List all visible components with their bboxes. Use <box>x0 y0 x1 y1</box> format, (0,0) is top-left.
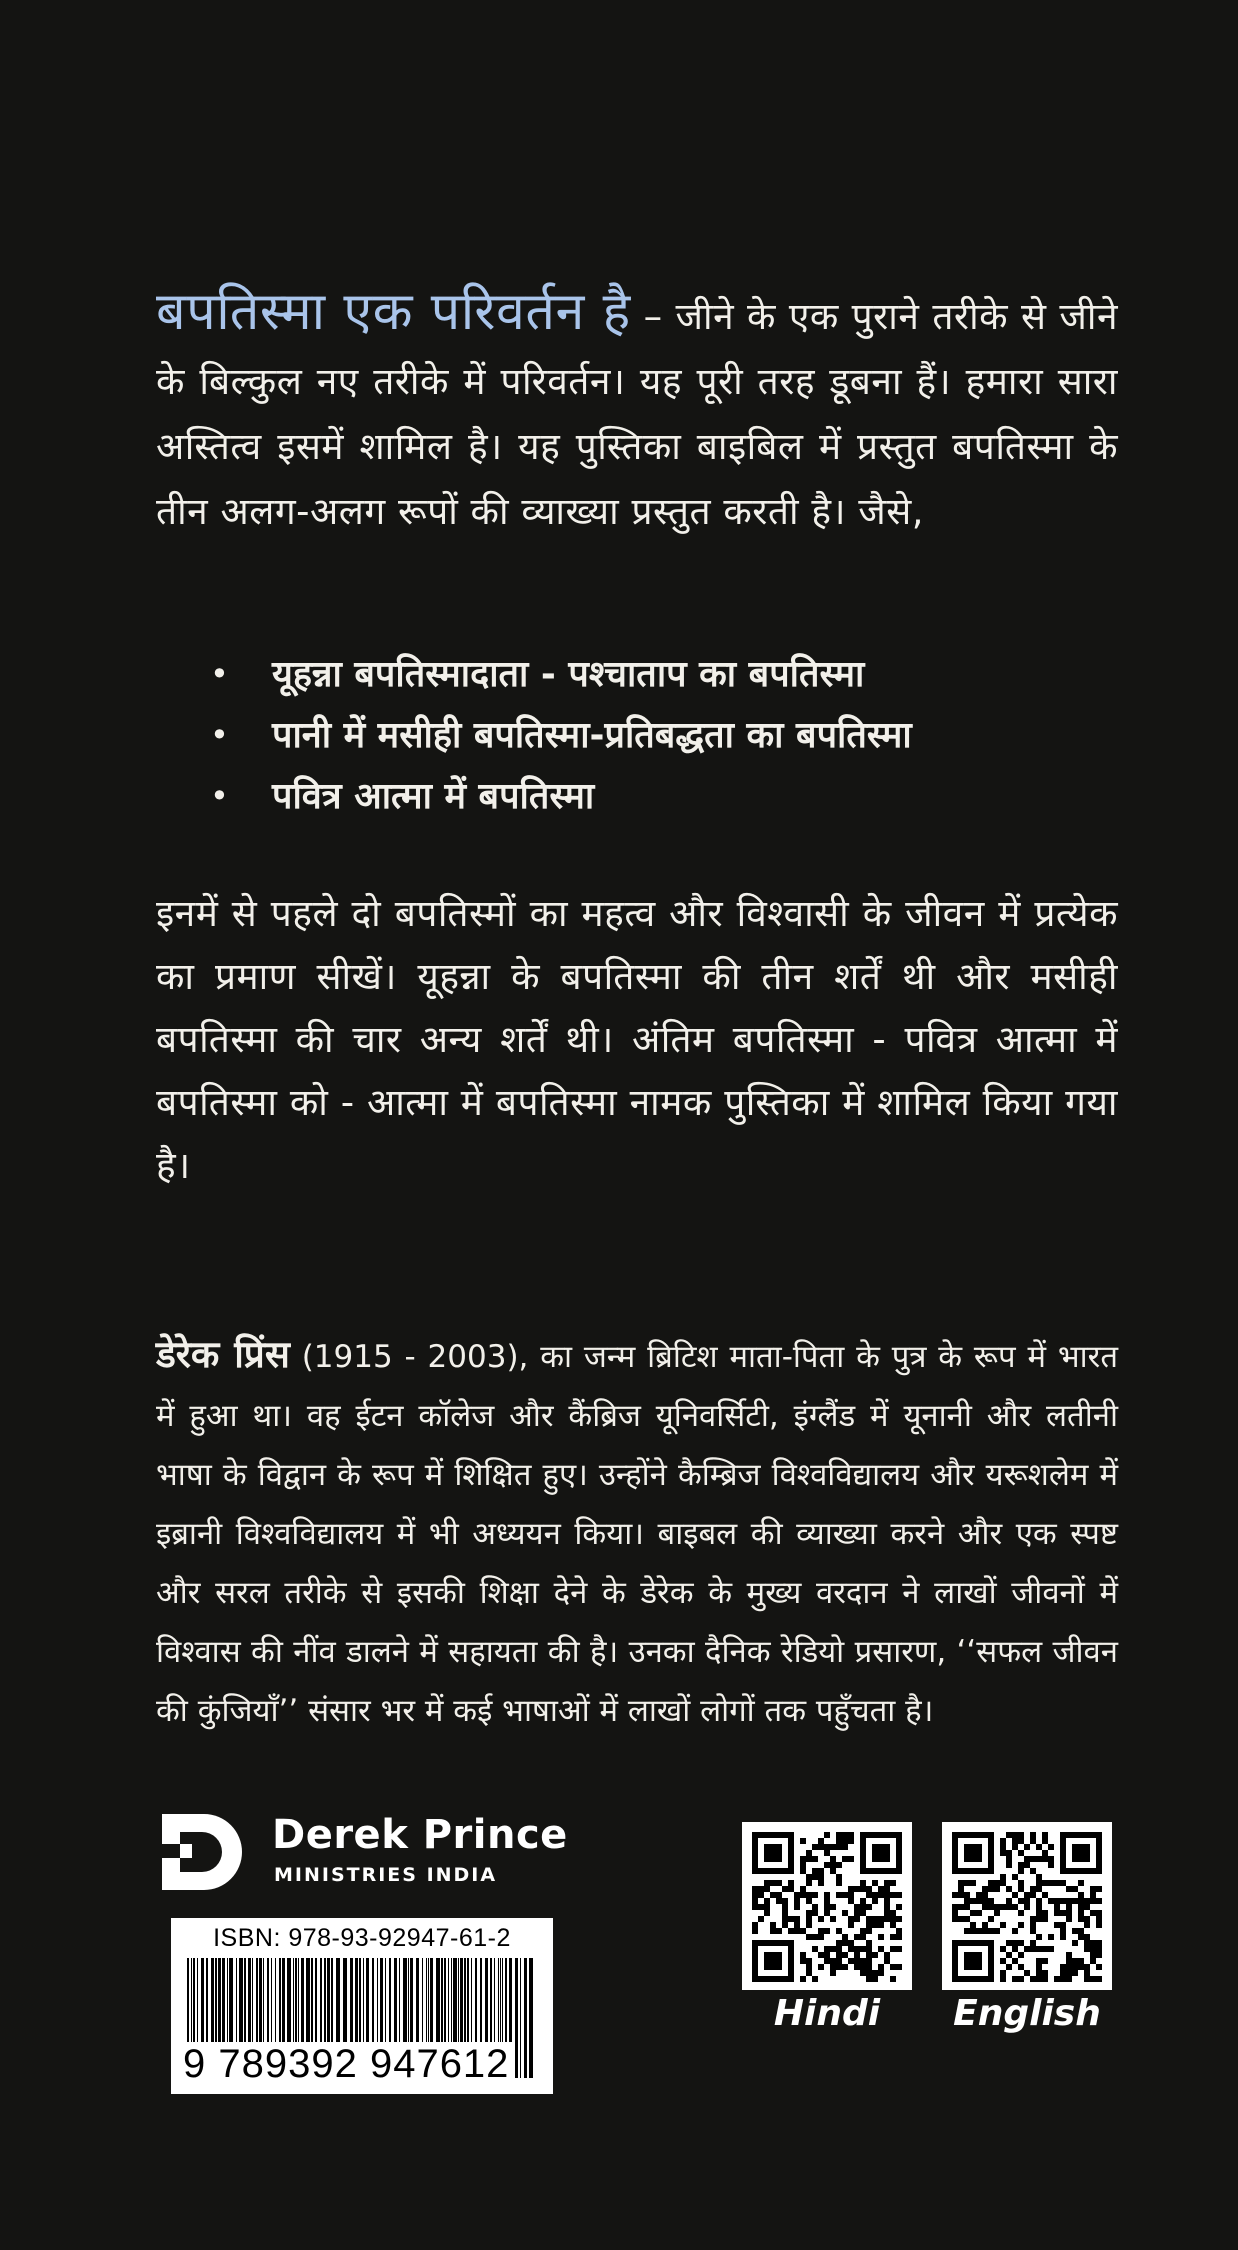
barcode-digits: 9 789392 947612 <box>179 2042 513 2087</box>
barcode-bar <box>515 1958 518 2078</box>
isbn-barcode <box>171 1918 553 2094</box>
intro-lead: बपतिस्मा एक परिवर्तन है <box>156 282 631 342</box>
brand-subtitle: MINISTRIES INDIA <box>274 1864 498 1886</box>
qr-label-hindi: Hindi <box>773 1993 881 2034</box>
list-item-text: पवित्र आत्मा में बपतिस्मा <box>272 776 595 817</box>
qr-code-hindi[interactable] <box>742 1822 912 1990</box>
bullet-icon: • <box>210 777 229 815</box>
qr-icon <box>942 1822 1112 1990</box>
qr-label-english: English <box>953 1993 1101 2034</box>
intro-text: – जीने के एक पुराने तरीके से जीने के बिल्कुल नए तरीके में परिवर्तन। यह पूरी तरह डूबना हैं। हमारा सारा अस्तित्व इसमें शामिल है। यह पुस्तिका बाइबिल में प्रस्तुत बपतिस्मा के तीन अलग-अलग रूपों की व्याख्या प्रस्तुत करती है। जैसे, <box>156 295 1118 533</box>
list-item <box>210 644 1110 705</box>
author-bio-text: (1915 - 2003), का जन्म ब्रिटिश माता-पिता के पुत्र के रूप में भारत में हुआ था। वह ईटन कॉलेज और कैंब्रिज यूनिवर्सिटी, इंग्लैंड में यूनानी और लतीनी भाषा के विद्वान के रूप में शिक्षित हुए। उन्होंने कैम्ब्रिज विश्वविद्यालय और यरूशलेम में इब्रानी विश्वविद्यालय में भी अध्ययन किया। बाइबल की व्याख्या करने और एक स्पष्ट और सरल तरीके से इसकी शिक्षा देने के डेरेक के मुख्य वरदान ने लाखों जीवनों में विश्वास की नींव डालने में सहायता की है। उनका दैनिक रेडियो प्रसारण, ‘‘सफल जीवन की कुंजियाँ’’ संसार भर में कई भाषाओं में लाखों लोगों तक पहुँचता है। <box>156 1339 1118 1729</box>
intro-paragraph <box>156 280 1118 544</box>
derek-prince-logo-icon <box>158 1808 258 1892</box>
barcode-bar <box>529 1958 533 2078</box>
list-item <box>210 766 1110 827</box>
bullet-icon: • <box>210 655 229 693</box>
bullet-icon: • <box>210 716 229 754</box>
list-item-text: यूहन्ना बपतिस्मादाता - पश्चाताप का बपतिस्मा <box>272 654 865 695</box>
qr-icon <box>742 1822 912 1990</box>
brand-name: Derek Prince <box>272 1812 568 1858</box>
author-name: डेरेक प्रिंस <box>156 1333 290 1376</box>
baptism-list <box>210 644 1110 827</box>
list-item <box>210 705 1110 766</box>
isbn-text: ISBN: 978-93-92947-61-2 <box>213 1924 511 1952</box>
barcode-bar <box>524 1958 527 2078</box>
list-item-text: पानी में मसीही बपतिस्मा-प्रतिबद्धता का बपतिस्मा <box>272 715 912 756</box>
barcode-bar <box>520 1958 521 2078</box>
publisher-logo <box>158 1808 568 1888</box>
qr-code-english[interactable] <box>942 1822 1112 1990</box>
second-paragraph: इनमें से पहले दो बपतिस्मों का महत्व और विश्वासी के जीवन में प्रत्येक का प्रमाण सीखें। यूहन्ना के बपतिस्मा की तीन शर्तें थी और मसीही बपतिस्मा की चार अन्य शर्तें थी। अंतिम बपतिस्मा - पवित्र आत्मा में बपतिस्मा को - आत्मा में बपतिस्मा नामक पुस्तिका में शामिल किया गया है। <box>156 892 1118 1187</box>
author-bio <box>156 1325 1118 1741</box>
